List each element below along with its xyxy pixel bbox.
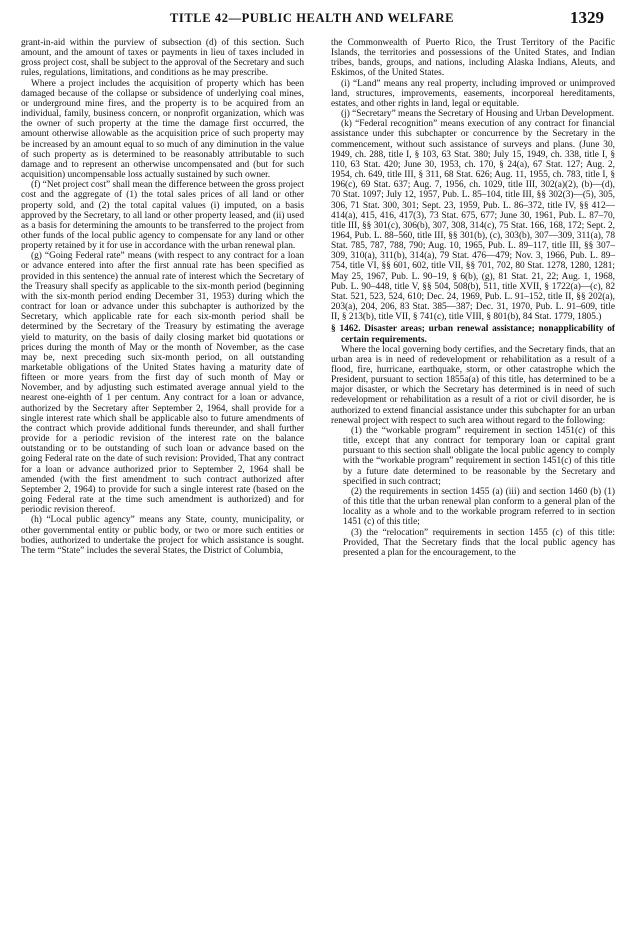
section-intro: Where the local governing body certifies, and the Secretary finds, that an urban area is in need of redevelopment or rehabilitation as a result of a flood, fire, hurricane, earthquake, storm, or other catastrophe which the President, pursuant to section 1855a(a) of this title, has determined to be a major disaster, or which the Secretary has determined is in need of such redevelopment or rehabilitation as a result of a riot or civil disorder, he is authorized to extend financial assistance under this subchapter for an urban renewal project with respect to such area without regard to the following: [331,344,615,426]
running-title: TITLE 42—PUBLIC HEALTH AND WELFARE [169,11,455,25]
paragraph: Where a project includes the acquisition of property which has been damaged because of the collapse or subsidence of underlying coal mines, or underground mine fires, and the property is to be acquired from an individual, family, business concern, or nonprofit organization, which was the owner of such property at the time the damage first occurred, the amount otherwise allowable as the acquisition price of such property may be increased by an amount equal to so much of any diminution in the value of such property as is determined to be reasonably attributable to such damage and to represent an otherwise uncompensated and (but for such acquisition) uncompensable loss actually sustained by such owner. [21,78,304,181]
page-number: 1329 [570,8,604,27]
right-column [331,38,615,558]
section-heading: § 1462. Disaster areas; urban renewal assistance; nonapplicability of certain requirements. [331,324,615,345]
paragraph: the Commonwealth of Puerto Rico, the Trust Territory of the Pacific Islands, the territories and possessions of the United States, and Indian tribes, bands, groups, and nations, including Alaska Indians, Aleuts, and Eskimos, of the United States. [331,38,615,79]
list-item: (3) the “relocation” requirements in section 1455 (c) of this title: Provided, That the Secretary finds that the local public agency has presented a plan for the encouragement, to the [343,527,615,558]
paragraph: (k) “Federal recognition” means execution of any contract for financial assistance under this subchapter or concurrence by the Secretary in the commencement, without such assistance of surveys and plans. (June 30, 1949, ch. 288, title I, § 103, 63 Stat. 380; July 15, 1949, ch. 338, title I, § 110, 63 Stat. 420; June 30, 1953, ch. 170, § 24(a), 67 Stat. 127; Aug. 2, 1954, ch. 649, title III, § 311, 68 Stat. 626; Aug. 11, 1955, ch. 783, title I, § 196(c), 69 Stat. 637; Aug. 7, 1956, ch. 1029, title III, 302(a)(2), (b)—(d), 70 Stat. 1097; July 12, 1957, Pub. L. 85–104, title III, §§ 302(3)—(5), 305, 306, 71 Stat. 300, 301; Sept. 23, 1959, Pub. L. 86–372, title IV, §§ 412—414(a), 415, 416, 417(3), 73 Stat. 675, 677; June 30, 1961, Pub. L. 87–70, title III, §§ 301(c), 306(b), 307, 308, 314(c), 75 Stat. 166, 168, 172; Sept. 2, 1964, Pub. L. 88–560, title III, §§ 301(b), (c), 303(b), 307—309, 311(a), 78 Stat. 785, 787, 788, 790; Aug. 10, 1965, Pub. L. 89–117, title III, §§ 307–309, 310(a), 311(b), 314(a), 79 Stat. 476—479; Nov. 3, 1966, Pub. L. 89–754, title VI, §§ 601, 602, title VII, §§ 701, 702, 80 Stat. 1278, 1280, 1281; May 25, 1967, Pub. L. 90–19, § 6(b), (g), 81 Stat. 21, 22; Aug. 1, 1968, Pub. L. 90–448, title V, §§ 504, 508(b), 511, title XVII, § 1722(a)—(c), 82 Stat. 521, 523, 524, 610; Dec. 24, 1969, Pub. L. 91–152, title II, §§ 202(a), 203(a), 204, 206, 83 Stat. 385—387; Dec. 31, 1970, Pub. L. 91–609, title II, § 213(b), title VII, § 741(c), title VIII, § 801(b), 84 Stat. 1779, 1805.) [331,119,615,323]
list-item: (2) the requirements in section 1455 (a) (iii) and section 1460 (b) (1) of this title that the urban renewal plan conform to a general plan of the locality as a whole and to the workable program referred to in section 1451 (c) of this title; [343,486,615,528]
paragraph: (i) “Land” means any real property, including improved or unimproved land, structures, improvements, easements, incorporeal hereditaments, estates, and other rights in land, legal or equitable. [331,78,615,109]
paragraph: grant-in-aid within the purview of subsection (d) of this section. Such amount, and the amount of taxes or payments in lieu of taxes included in gross project cost, shall be subject to the approval of the Secretary and such rules, regulations, limitations, and conditions as he may prescribe. [21,38,304,79]
paragraph: (j) “Secretary” means the Secretary of Housing and Urban Development. [341,109,614,120]
left-column [21,38,304,556]
paragraph: (f) “Net project cost” shall mean the difference between the gross project cost and the aggregate of (1) the total sales prices of all land or other property sold, and (2) the total capital values (i) imputed, on a basis approved by the Secretary, to all land or other property leased, and (ii) used as a basis for determining the amounts to be transferred to the project from other funds of the local public agency to compensate for any land or other property retained by it for use in accordance with the urban renewal plan. [21,180,305,252]
page-header [20,8,604,30]
list-item: (1) the “workable program” requirement in section 1451(c) of this title, except that any contract for temporary loan or capital grant pursuant to this section shall obligate the local public agency to comply with the “workable program” requirement in section 1451(c) of this title by a future date determined to be reasonable by the Secretary and specified in such contract; [343,425,615,487]
paragraph: (h) “Local public agency” means any State, county, municipality, or other governmental entity or public body, or two or more such entities or bodies, authorized to undertake the project for which assistance is sought. The term “State” includes the several States, the District of Columbia, [21,515,304,556]
paragraph: (g) “Going Federal rate” means (with respect to any contract for a loan or advance entered into after the first annual rate has been specified as provided in this sentence) the annual rate of interest which the Secretary of the Treasury shall specify as applicable to the six-month period (beginning with the six-month period ending December 31, 1953) during which the contract for loan or advance under this subchapter is authorized by the Secretary, which applicable rate for each six-month period shall be determined by the Secretary of the Treasury by estimating the average yield to maturity, on the basis of daily closing market bid quotations or prices during the month of May or the month of November, as the case may be, next preceding such six-month period, on all outstanding marketable obligations of the United States having a maturity date of fifteen or more years from the first day of such month of May or November, and by adjusting such estimated average annual yield to the nearest one-eighth of 1 per centum. Any contract for a loan or advance, authorized by the Secretary after September 2, 1964, shall provide for a single interest rate which shall be applicable also to future amendments of the contract which provide additional funds thereunder, and shall further provide for a periodic revision of the interest rate on the balance outstanding or to be outstanding of such loan or advance based on the going Federal rate on the date of such revision: Provided, That any contract for a loan or advance authorized prior to September 2, 1964 shall be amended (with the first amendment to such contract authorized after September 2, 1964) to provide for such a single interest rate (based on the going Federal rate at the time such amendment is authorized) and for periodic revision thereof. [21,251,304,516]
